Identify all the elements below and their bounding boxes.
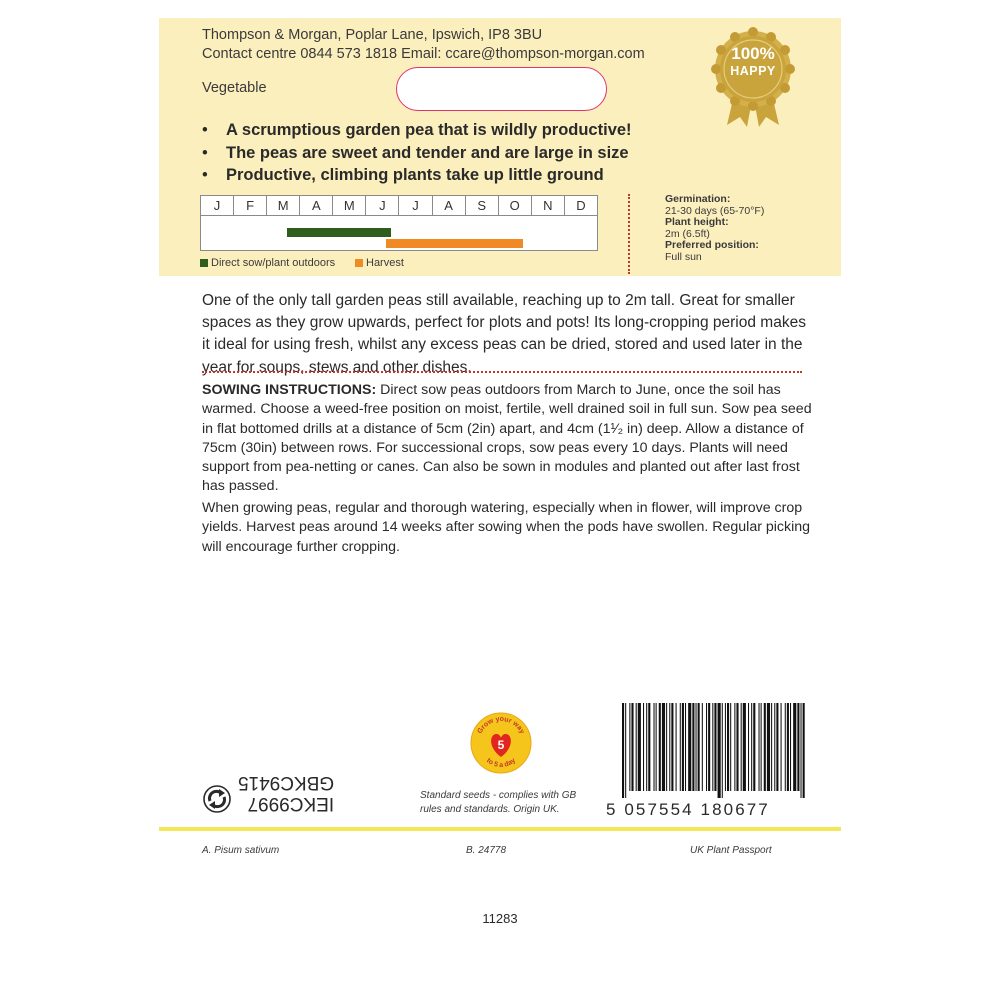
calendar-month: F (234, 196, 267, 215)
sowing-calendar (200, 195, 598, 251)
barcode-bar (781, 703, 782, 791)
five-a-day-top-text: Grow your way (476, 715, 526, 736)
barcode-bar (706, 703, 707, 791)
company-address (202, 26, 645, 64)
highlights-list (202, 119, 632, 187)
barcode-bar (761, 703, 762, 791)
barcode-bar (692, 703, 694, 791)
barcode (622, 703, 806, 798)
germination-value: 21-30 days (65-70°F) (665, 204, 765, 217)
barcode-bar (751, 703, 752, 791)
barcode-bar (785, 703, 786, 791)
variety-name-box (396, 67, 607, 111)
legend-harvest-label: Harvest (366, 257, 404, 269)
barcode-bar (734, 703, 735, 791)
list-item: • A scrumptious garden pea that is wildly productive! (202, 121, 632, 139)
barcode-bar (631, 703, 633, 791)
barcode-bar (712, 703, 713, 791)
barcode-bar (714, 703, 716, 791)
batch-number: B. 24778 (466, 845, 507, 856)
company-contact-line: Contact centre 0844 573 1818 Email: ccare@thompson-morgan.com (202, 46, 645, 62)
harvest-period-bar (386, 239, 523, 248)
barcode-bar (730, 703, 731, 791)
sowing-heading: SOWING INSTRUCTIONS: (202, 382, 377, 398)
calendar-months (201, 196, 597, 216)
sowing-text: Direct sow peas outdoors from March to June, once the soil has warmed. Choose a weed-free position on moist, fertile, well drained soil in full sun. Sow pea seed in flat bottomed drills at a distance of 5cm (2in) apart, and 4cm (1¹⁄₂ in) deep. Allow a distance of 75cm (30in) between rows. For successional crops, sow peas every 10 days. Plants will need support from pea-netting or canes. Can also be sown in modules and planted out after last frost has passed. (202, 382, 812, 495)
barcode-bar (748, 703, 749, 791)
barcode-bar (727, 703, 729, 791)
product-codes (238, 772, 334, 814)
standard-seeds-line: rules and standards. Origin UK. (420, 804, 560, 815)
highlight-text: A scrumptious garden pea that is wildly productive! (226, 121, 632, 139)
barcode-bar (743, 703, 746, 791)
growing-info (665, 194, 764, 263)
care-instructions: When growing peas, regular and thorough watering, especially when in flower, will improve crop yields. Harvest peas around 14 weeks after sowing when the pods have swollen. Regular picking will encourage further cropping. (202, 500, 811, 555)
barcode-bar (801, 703, 802, 798)
calendar-month: O (499, 196, 532, 215)
legend-harvest-swatch (355, 259, 363, 267)
barcode-bar (662, 703, 665, 791)
highlight-text: The peas are sweet and tender and are large in size (226, 143, 629, 162)
sowing-instructions (202, 381, 812, 497)
plant-passport: UK Plant Passport (690, 845, 772, 856)
barcode-bar (682, 703, 684, 791)
barcode-bar (787, 703, 789, 791)
standard-seeds-note (420, 789, 576, 817)
barcode-bar (622, 703, 624, 798)
calendar-month: M (267, 196, 300, 215)
legend-sow (200, 257, 335, 269)
reference-number: 11283 (482, 911, 518, 926)
standard-seeds-line: Standard seeds - complies with GB (420, 790, 577, 801)
barcode-bar (741, 703, 742, 791)
list-item: • The peas are sweet and tender and are large in size (202, 143, 629, 162)
product-code: GBKC9415 (238, 772, 335, 793)
barcode-bar (797, 703, 799, 791)
barcode-bar (725, 703, 726, 791)
calendar-month: N (532, 196, 565, 215)
barcode-bar (629, 703, 630, 791)
barcode-bar (654, 703, 655, 791)
category-label: Vegetable (202, 80, 267, 96)
calendar-month: A (300, 196, 333, 215)
barcode-bar (753, 703, 755, 791)
barcode-bar (671, 703, 673, 791)
height-label: Plant height: (665, 216, 729, 228)
badge-word: HAPPY (730, 64, 776, 78)
position-label: Preferred position: (665, 239, 759, 251)
barcode-bar (718, 703, 721, 798)
barcode-bar (696, 703, 697, 791)
calendar-month: S (466, 196, 499, 215)
product-code: IEKC9997 (247, 793, 335, 814)
list-item: • Productive, climbing plants take up little ground (202, 166, 604, 184)
position-value: Full sun (665, 250, 702, 263)
legend-sow-label: Direct sow/plant outdoors (211, 257, 336, 269)
legend-harvest (355, 257, 404, 269)
barcode-bar (666, 703, 667, 791)
barcode-bar (793, 703, 796, 791)
barcode-bar (648, 703, 650, 791)
barcode-bar (736, 703, 738, 791)
height-value: 2m (6.5ft) (665, 227, 710, 240)
barcode-number: 5 057554 180677 (606, 800, 770, 819)
barcode-bar (638, 703, 641, 791)
calendar-month: A (433, 196, 466, 215)
barcode-bar (659, 703, 661, 791)
barcode-bar (708, 703, 710, 791)
badge-percent: 100% (731, 44, 775, 63)
barcode-bar (803, 703, 805, 798)
five-a-day-bottom-text: to 5 a day (484, 757, 518, 770)
calendar-month: J (399, 196, 432, 215)
sow-period-bar (287, 228, 391, 237)
barcode-bar (643, 703, 644, 791)
barcode-bar (776, 703, 778, 791)
barcode-bar (676, 703, 677, 791)
barcode-bar (656, 703, 657, 791)
barcode-bar (764, 703, 766, 791)
barcode-bar (636, 703, 637, 791)
barcode-bar (669, 703, 670, 791)
barcode-bar (767, 703, 770, 791)
five-a-day-number: 5 (497, 738, 505, 752)
botanical-name: A. Pisum sativum (202, 845, 280, 856)
barcode-bar (702, 703, 703, 791)
footer-divider (159, 827, 841, 831)
barcode-bar (680, 703, 681, 791)
barcode-bar (774, 703, 775, 791)
barcode-bar (646, 703, 647, 791)
calendar-month: J (366, 196, 399, 215)
barcode-bar (759, 703, 760, 791)
recycle-icon (203, 785, 231, 813)
calendar-month: M (333, 196, 366, 215)
legend-sow-swatch (200, 259, 208, 267)
section-divider (202, 371, 802, 373)
barcode-bar (625, 703, 626, 798)
variety-description: One of the only tall garden peas still available, reaching up to 2m tall. Great for smaller spaces as they grow upwards, perfect for plots and pots! Its long-cropping period makes it ideal for using fresh, whilst any excess peas can be dried, stored and used later in the year for soups, stews and other dishes. (202, 292, 806, 376)
highlight-text: Productive, climbing plants take up little ground (226, 166, 604, 184)
calendar-month: J (201, 196, 234, 215)
company-address-line: Thompson & Morgan, Poplar Lane, Ipswich, IP8 3BU (202, 27, 543, 43)
barcode-bar (685, 703, 686, 791)
barcode-bar (698, 703, 700, 791)
info-divider (628, 194, 630, 274)
calendar-month: D (576, 198, 586, 213)
barcode-bar (688, 703, 691, 791)
barcode-bar (790, 703, 791, 791)
barcode-bar (722, 703, 723, 798)
heart-five-a-day-icon (470, 712, 532, 774)
germination-label: Germination: (665, 193, 731, 205)
barcode-bar (771, 703, 772, 791)
